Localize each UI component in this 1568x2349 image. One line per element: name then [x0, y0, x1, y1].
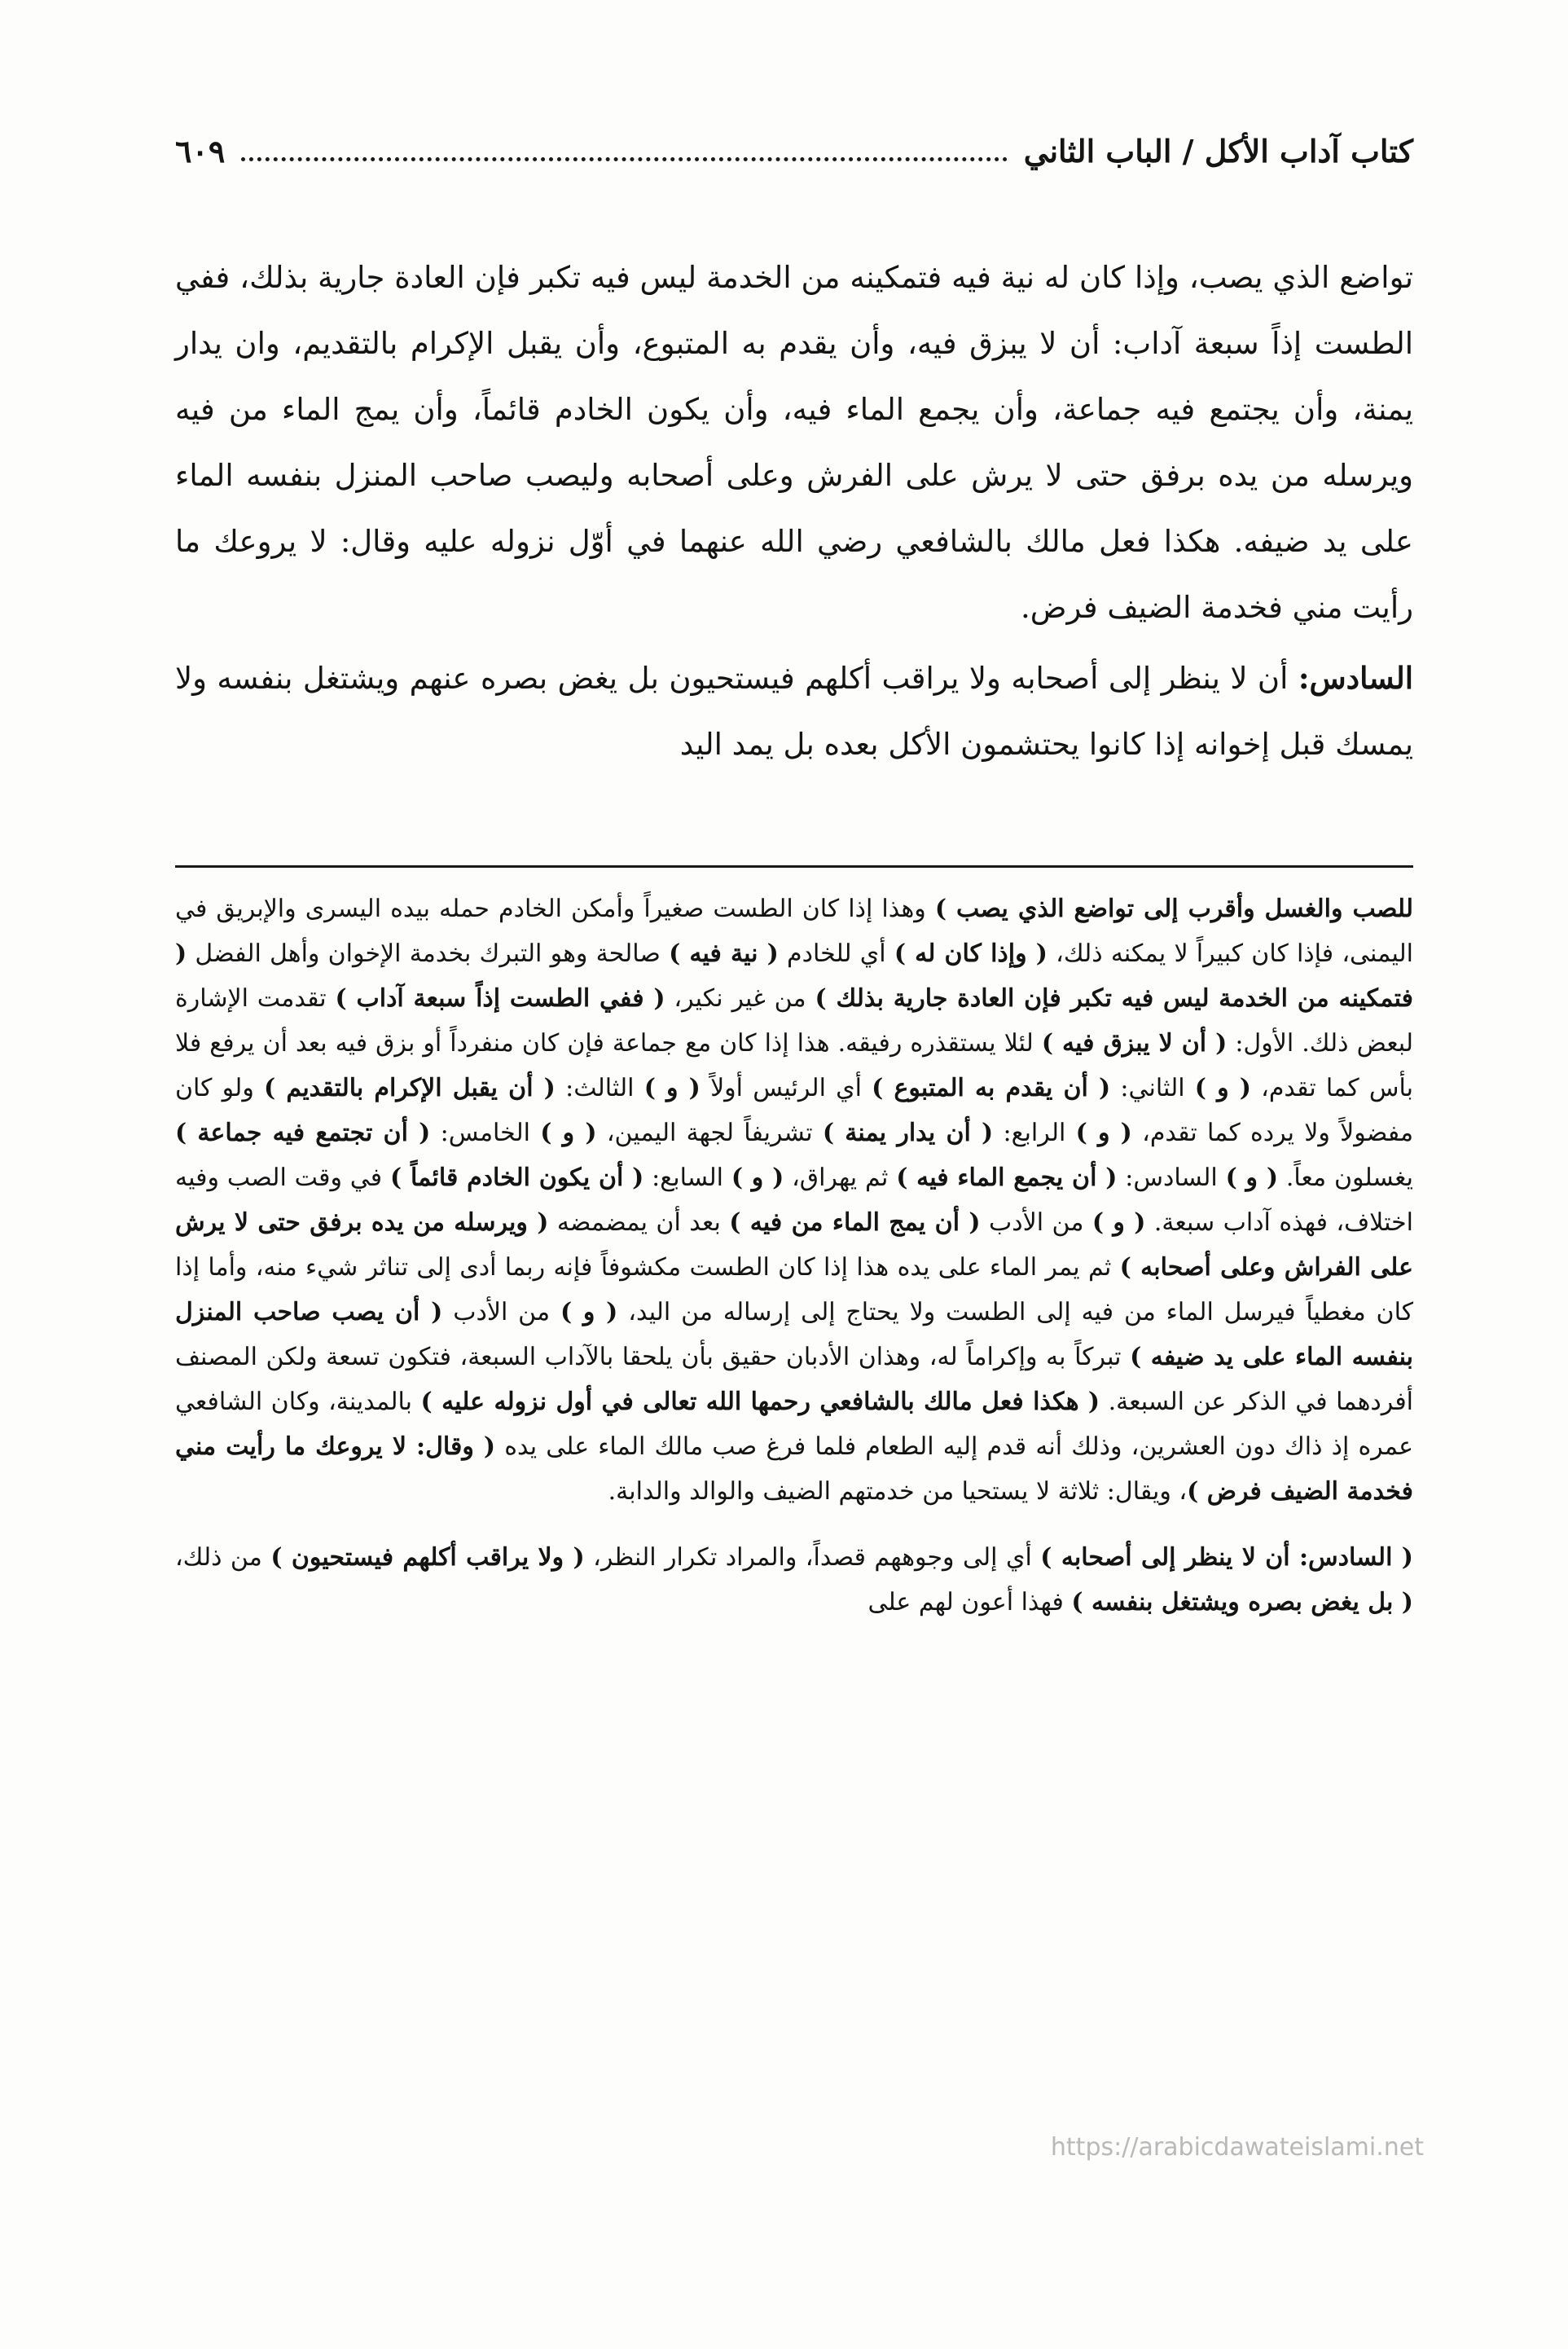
quoted-main-text: ( وإذا كان له ) — [894, 939, 1048, 968]
quoted-main-text: ( و ) — [1225, 1164, 1279, 1192]
main-text — [175, 244, 1413, 777]
commentary-paragraph — [175, 886, 1413, 1514]
quoted-main-text: ( أن يقبل الإكرام بالتقديم ) — [264, 1074, 556, 1102]
quoted-main-text: ( ولا يراقب أكلهم فيستحيون ) — [270, 1543, 585, 1572]
commentary-run: صالحة وهو التبرك بخدمة الإخوان وأهل الفضل — [187, 939, 670, 968]
commentary-run: وهذا إذا كان الطست صغيراً وأمكن الخادم حمله بيده اليسرى والإبريق في اليمنى، فإذا كان كبيراً لا يمكنه ذلك، — [175, 895, 1413, 968]
commentary-run: أي الرئيس أولاً — [700, 1074, 872, 1102]
quoted-main-text: ( و ) — [731, 1164, 784, 1192]
commentary-run: أي إلى وجوههم قصداً، والمراد تكرار النظر، — [584, 1543, 1041, 1572]
quoted-main-text: ( أن يجمع الماء فيه ) — [896, 1164, 1118, 1192]
quoted-main-text: ( ويرسله من يده برفق حتى لا يرش على الفراش وعلى أصحابه ) — [175, 1208, 1413, 1282]
quoted-main-text: ( ففي الطست إذاً سبعة آداب ) — [335, 984, 665, 1013]
page-number: ٦٠٩ — [175, 132, 226, 169]
commentary-run: ، ويقال: ثلاثة لا يستحيا من خدمتهم الضيف والوالد والدابة. — [608, 1477, 1188, 1506]
watermark-url: https://arabicdawateislami.net — [1050, 2133, 1424, 2162]
commentary-run: الخامس: — [430, 1119, 541, 1147]
quoted-main-text: ( السادس: أن لا ينظر إلى أصحابه ) — [1040, 1543, 1413, 1572]
main-paragraph: تواضع الذي يصب، وإذا كان له نية فيه فتمكينه من الخدمة ليس فيه تكبر فإن العادة جارية بذلك، ففي الطست إذاً سبعة آداب: أن لا يبزق فيه، وأن يقدم به المتبوع، وأن يقبل الإكرام بالتقديم، وان يدار يمنة، وأن يجتمع فيه جماعة، وأن يجمع الماء فيه، وأن يكون الخادم قائماً، وأن يمج الماء من فيه ويرسله من يده برفق حتى لا يرش على الفرش وعلى أصحابه وليصب صاحب المنزل بنفسه الماء على يد ضيفه. هكذا فعل مالك بالشافعي رضي الله عنهما في أوّل نزوله عليه وقال: لا يروعك ما رأيت مني فخدمة الضيف فرض. — [175, 260, 1413, 625]
running-header — [175, 122, 1413, 179]
commentary-run: لئلا يستقذره رفيقه. هذا إذا كان مع جماعة فإن كان منفرداً أو بزق فيه بعد أن يرفع فلا بأس كما تقدم، — [175, 1029, 1414, 1102]
main-paragraph-sixth — [175, 645, 1413, 777]
footnote-divider — [175, 865, 1413, 868]
commentary-text — [175, 886, 1413, 1625]
section-label: السادس: — [1298, 660, 1413, 696]
commentary-run: فهذا أعون لهم على — [867, 1588, 1072, 1617]
commentary-run: ثم يهراق، — [784, 1164, 897, 1192]
commentary-run: الرابع: — [993, 1119, 1076, 1147]
commentary-run: الثاني: — [1110, 1074, 1195, 1102]
commentary-run: تبركاً به وإكراماً له، وهذان الأدبان حقيق بأن يلحقا بالآداب السبعة، فتكون تسعة ولكن المصنف أفردهما في الذكر عن السبعة. — [175, 1343, 1413, 1416]
commentary-run: ولو كان مفضولاً ولا يرده كما تقدم، — [175, 1074, 1414, 1147]
quoted-main-text: للصب والغسل وأقرب إلى تواضع الذي يصب ) — [934, 895, 1414, 923]
quoted-main-text: ( أن يدار يمنة ) — [822, 1119, 994, 1147]
quoted-main-text: ( أن لا يبزق فيه ) — [1041, 1029, 1228, 1058]
commentary-run: يغسلون معاً. — [1278, 1164, 1414, 1192]
quoted-main-text: ( أن يقدم به المتبوع ) — [872, 1074, 1111, 1102]
commentary-run: من ذلك، — [175, 1543, 271, 1572]
commentary-run: الثالث: — [555, 1074, 644, 1102]
commentary-run: تشريفاً لجهة اليمين، — [596, 1119, 823, 1147]
chapter-title: كتاب آداب الأكل / الباب الثاني — [1023, 132, 1413, 169]
quoted-main-text: ( و ) — [540, 1119, 597, 1147]
commentary-run: السابع: — [643, 1164, 731, 1192]
commentary-run: السادس: — [1117, 1164, 1226, 1192]
quoted-main-text: ( فتمكينه من الخدمة ليس فيه تكبر فإن العادة جارية بذلك ) — [175, 939, 1413, 1013]
dotted-leader — [241, 157, 1008, 161]
quoted-main-text: ( و ) — [560, 1298, 618, 1326]
commentary-run: من غير نكير، — [665, 984, 815, 1013]
quoted-main-text: ( و ) — [1194, 1074, 1251, 1102]
commentary-run: في وقت الصب وفيه اختلاف، فهذه آداب سبعة. — [175, 1164, 1414, 1237]
commentary-paragraph-sixth — [175, 1535, 1413, 1625]
commentary-run: من الأدب — [442, 1298, 560, 1326]
quoted-main-text: ( أن يكون الخادم قائماً ) — [390, 1164, 644, 1192]
quoted-main-text: ( و ) — [643, 1074, 701, 1102]
commentary-run: بعد أن يمضمضه — [548, 1208, 730, 1237]
commentary-run: ثم يمر الماء على يده هذا إذا كان الطست مكشوفاً فإنه ربما أدى إلى تناثر شيء منه، وأما إذا كان مغطياً فيرسل الماء من فيه إلى الطست ولا يحتاج إلى إرساله من اليد، — [175, 1253, 1414, 1326]
quoted-main-text: ( و ) — [1075, 1119, 1132, 1147]
quoted-main-text: ( نية فيه ) — [669, 939, 779, 968]
quoted-main-text: ( هكذا فعل مالك بالشافعي رحمها الله تعالى في أول نزوله عليه ) — [420, 1388, 1100, 1416]
commentary-run: من الأدب — [980, 1208, 1092, 1237]
commentary-run: أي للخادم — [778, 939, 894, 968]
commentary-run: بالمدينة، وكان الشافعي عمره إذ ذاك دون العشرين، وذلك أنه قدم إليه الطعام فلما فرغ صب مالك الماء على يده — [175, 1388, 1413, 1461]
quoted-main-text: ( بل يغض بصره ويشتغل بنفسه ) — [1071, 1588, 1413, 1617]
quoted-main-text: ( أن يمج الماء من فيه ) — [729, 1208, 981, 1237]
section-text: أن لا ينظر إلى أصحابه ولا يراقب أكلهم فيستحيون بل يغض بصره عنهم ويشتغل بنفسه ولا يمسك قبل إخوانه إذا كانوا يحتشمون الأكل بعده بل يمد اليد — [175, 661, 1413, 762]
quoted-main-text: ( أن يصب صاحب المنزل بنفسه الماء على يد ضيفه ) — [175, 1298, 1413, 1371]
quoted-main-text: ( أن تجتمع فيه جماعة ) — [175, 1119, 431, 1147]
quoted-main-text: ( و ) — [1091, 1208, 1146, 1237]
quoted-main-text: ( وقال: لا يروعك ما رأيت مني فخدمة الضيف فرض ) — [175, 1432, 1413, 1506]
commentary-run: تقدمت الإشارة لبعض ذلك. الأول: — [175, 984, 1414, 1058]
